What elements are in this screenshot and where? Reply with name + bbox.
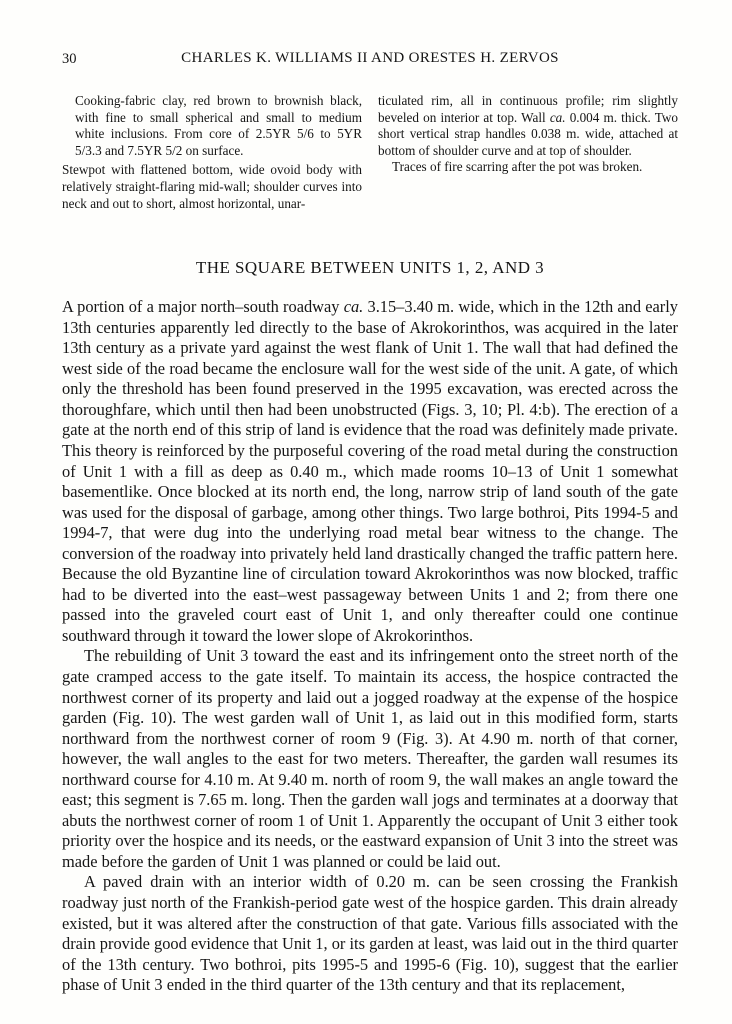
page-number: 30 (62, 51, 77, 67)
catalog-left-column (62, 93, 362, 212)
body-paragraph-2: The rebuilding of Unit 3 toward the east and its infringement onto the street north of the gate cramped access to the gate itself. To maintain its access, the hospice contracted the northwest corner of its property and laid out a jogged roadway at the expense of the hospice garden (Fig. 10). The west garden wall of Unit 1, as laid out in this modified form, starts northward from the northwest corner of room 9 (Fig. 3). At 4.90 m. north of that corner, however, the wall angles to the east for two meters. Thereafter, the garden wall resumes its northward course for 4.10 m. At 9.40 m. north of room 9, the wall makes an angle toward the east; this segment is 7.65 m. long. Then the garden wall jogs and terminates at a doorway that abuts the northwest corner of room 1 of Unit 1. Apparently the occupant of Unit 3 either took priority over the hospice and its needs, or the eastward expansion of Unit 3 into the street was made before the garden of Unit 1 was planned or could be laid out. (62, 646, 678, 871)
catalog-right-column (378, 93, 678, 212)
body-paragraph-3: A paved drain with an interior width of 0.20 m. can be seen crossing the Frankish roadway just north of the Frankish-period gate west of the hospice garden. This drain already existed, but it was altered after the construction of that gate. Various fills associated with the drain provide good evidence that Unit 1, or its garden at least, was laid out in the third quarter of the 13th century. Two bothroi, pits 1995-5 and 1995-6 (Fig. 10), suggest that the earlier phase of Unit 3 ended in the third quarter of the 13th century and that its replacement, (62, 872, 678, 995)
section-body (62, 297, 678, 996)
body-paragraph-1: A portion of a major north–south roadway ca. 3.15–3.40 m. wide, which in the 12th and early 13th centuries apparently led directly to the base of Akrokorinthos, was acquired in the later 13th century as a private yard against the west flank of Unit 1. The wall that had defined the west side of the road became the enclosure wall for the west side of the unit. A gate, of which only the threshold has been found preserved in the 1995 excavation, was erected across the thoroughfare, which until then had been unobstructed (Figs. 3, 10; Pl. 4:b). The erection of a gate at the north end of this strip of land is evidence that the road was definitely made private. This theory is reinforced by the purposeful covering of the road metal during the construction of Unit 1 with a fill as deep as 0.40 m., which made rooms 10–13 of Unit 1 somewhat basementlike. Once blocked at its north end, the long, narrow strip of land south of the gate was used for the disposal of garbage, among other things. Two large bothroi, Pits 1994-5 and 1994-7, that were dug into the underlying road metal bear witness to the change. The conversion of the roadway into privately held land drastically changed the traffic pattern here. Because the old Byzantine line of circulation toward Akrokorinthos was now blocked, traffic had to be diverted into the east–west passageway between Units 1 and 2; from there one passed into the graveled court east of Unit 1, and only thereafter could one continue southward through it toward the lower slope of Akrokorinthos. (62, 297, 678, 645)
page-content (62, 0, 678, 996)
running-head (62, 50, 678, 67)
catalog-entry-columns (62, 93, 678, 212)
section-heading: THE SQUARE BETWEEN UNITS 1, 2, AND 3 (195, 258, 545, 278)
shape-description-continuation: ticulated rim, all in continuous profile; rim slightly beveled on interior at top. Wall ca. 0.004 m. thick. Two short vertical strap handles 0.038 m. wide, attached at bottom of shoulder curve and at top of shoulder. (378, 93, 678, 158)
fire-scarring-note: Traces of fire scarring after the pot was broken. (392, 159, 643, 175)
fabric-description-paragraph: Cooking-fabric clay, red brown to brownish black, with fine to small spherical and small to medium white inclusions. From core of 2.5YR 5/6 to 5YR 5/3.3 and 7.5YR 5/2 on surface. (75, 93, 362, 158)
shape-description-paragraph: Stewpot with flattened bottom, wide ovoid body with relatively straight-flaring mid-wall; shoulder curves into neck and out to short, almost horizontal, unar- (62, 162, 362, 211)
running-title: CHARLES K. WILLIAMS II AND ORESTES H. ZERVOS (181, 50, 559, 66)
